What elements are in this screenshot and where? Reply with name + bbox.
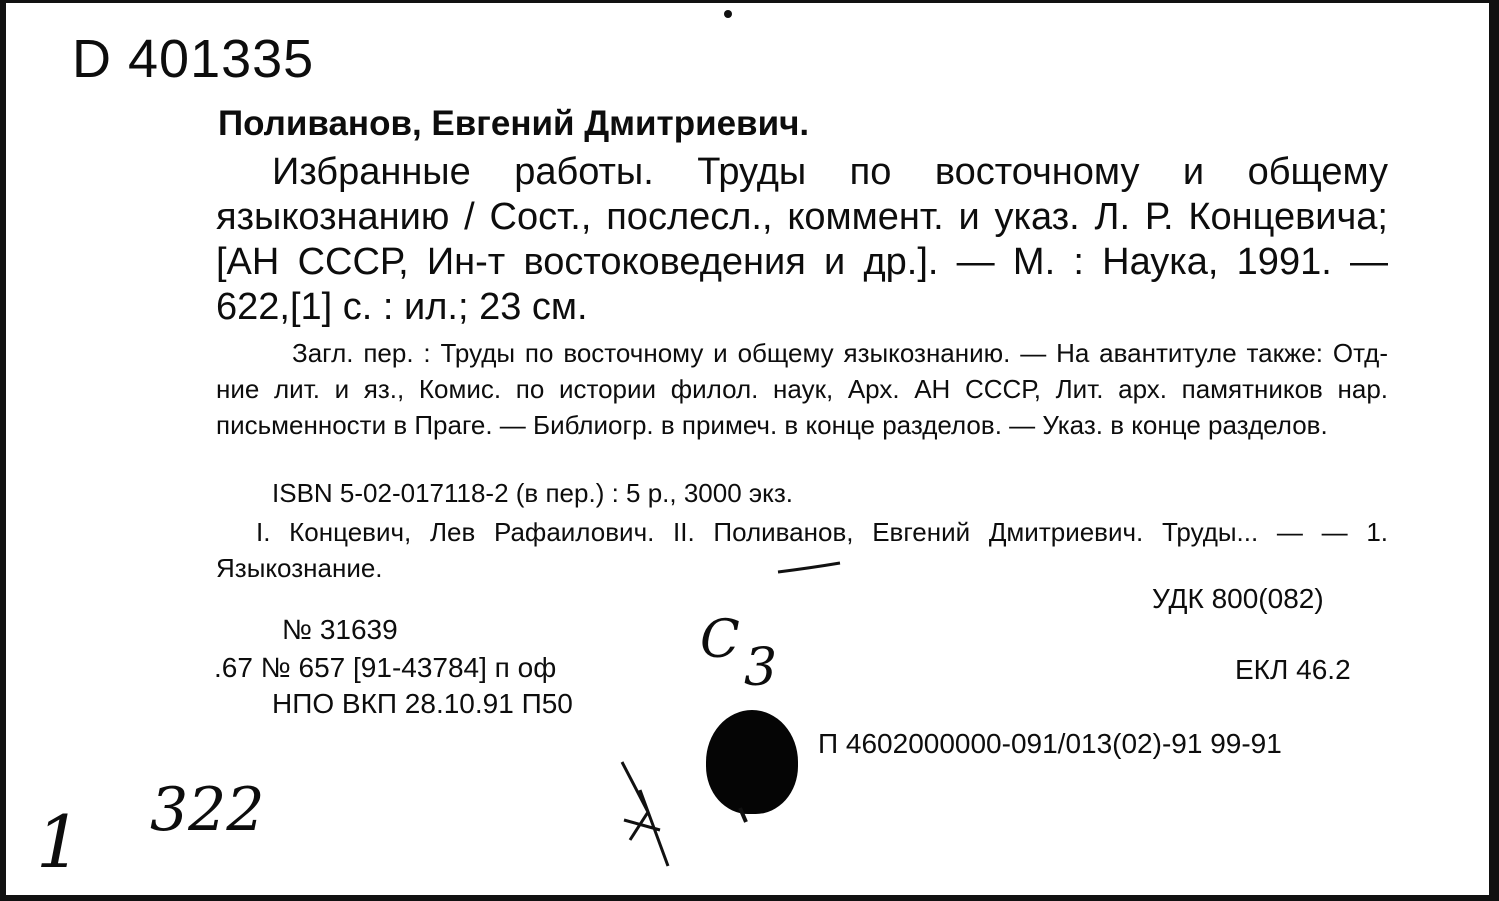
blot-tail (740, 808, 746, 822)
author-heading: Поливанов, Евгений Дмитриевич. (218, 104, 810, 143)
catalog-number: D 401335 (72, 29, 315, 89)
udk-code: УДК 800(082) (1152, 583, 1324, 614)
title-statement: Избранные работы. Труды по восточному и общему языкознанию / Сост., послесл., коммент. и указ. Л. Р. Концевича; [АН СССР, Ин-т востоковедения и др.]. — М. : Наука, 1991. — 622,[1] с. : ил.; 23 см. (216, 151, 1388, 328)
print-info: .67 № 657 [91-43784] п оф (214, 652, 557, 683)
ekl-code: ЕКЛ 46.2 (1235, 654, 1351, 685)
handwritten-x-mark (622, 762, 668, 866)
print-org: НПО ВКП 28.10.91 П50 (272, 688, 573, 719)
handwritten-322: 322 (150, 775, 265, 845)
tracings: I. Концевич, Лев Рафаилович. II. Поливанов, Евгений Дмитриевич. Труды... — — 1. Языкознание. (216, 517, 1388, 583)
handwritten-3: 3 (744, 638, 778, 698)
handwritten-1: 1 (36, 800, 82, 884)
isbn-line: ISBN 5-02-017118-2 (в пер.) : 5 р., 3000 экз. (272, 478, 793, 508)
publisher-code: П 4602000000-091/013(02)-91 99-91 (818, 728, 1282, 759)
bibliographic-notes: Загл. пер. : Труды по восточному и общему языкознанию. — На авантитуле также: Отд-ние лит. и яз., Комис. по истории филол. наук, Арх. АН СССР, Лит. арх. памятников нар. письменности в Праге. — Библиогр. в примеч. в конце разделов. — Указ. в конце разделов. (216, 338, 1388, 440)
underline-stroke (778, 563, 840, 572)
handwritten-c: С (700, 610, 740, 670)
order-number: № 31639 (282, 614, 398, 645)
